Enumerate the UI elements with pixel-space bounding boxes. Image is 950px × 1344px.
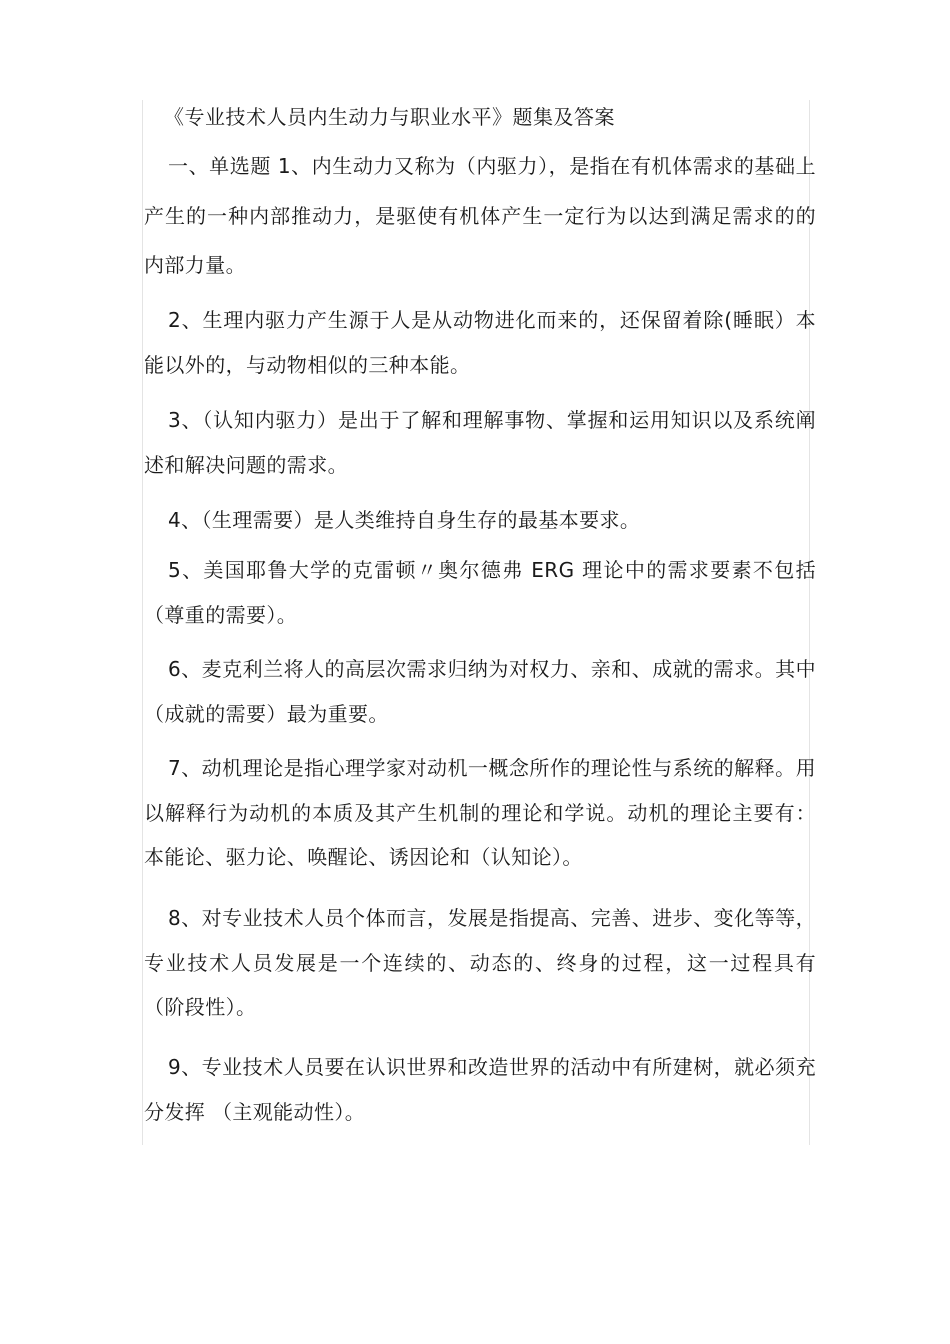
document-title: 《专业技术人员内生动力与职业水平》题集及答案 — [164, 105, 615, 129]
paragraph-1: 一、单选题 1、内生动力又称为（内驱力），是指在有机体需求的基础上产生的一种内部推动力，是驱使有机体产生一定行为以达到满足需求的的内部力量。 — [144, 154, 816, 277]
paragraph-6: 6、麦克利兰将人的高层次需求归纳为对权力、亲和、成就的需求。其中 （成就的需要）最为重要。 — [144, 657, 816, 726]
paragraph-9: 9、专业技术人员要在认识世界和改造世界的活动中有所建树，就必须充分发挥 （主观能动性）。 — [144, 1055, 816, 1124]
paragraph-4: 4、（生理需要）是人类维持自身生存的最基本要求。 — [168, 508, 641, 532]
paragraph-8: 8、对专业技术人员个体而言，发展是指提高、完善、进步、变化等等，专业技术人员发展是一个连续的、动态的、终身的过程，这一过程具有（阶段性）。 — [144, 906, 816, 1019]
paragraph-3: 3、（认知内驱力）是出于了解和理解事物、掌握和运用知识以及系统阐述和解决问题的需求。 — [144, 408, 816, 477]
paragraph-2: 2、生理内驱力产生源于人是从动物进化而来的，还保留着除(睡眠）本能以外的，与动物相似的三种本能。 — [144, 308, 816, 377]
paragraph-7: 7、动机理论是指心理学家对动机一概念所作的理论性与系统的解释。用以解释行为动机的本质及其产生机制的理论和学说。动机的理论主要有：本能论、驱力论、唤醒论、诱因论和（认知论）。 — [144, 756, 816, 869]
paragraph-5: 5、美国耶鲁大学的克雷顿〃奥尔德弗 ERG 理论中的需求要素不包括（尊重的需要）。 — [144, 558, 816, 627]
